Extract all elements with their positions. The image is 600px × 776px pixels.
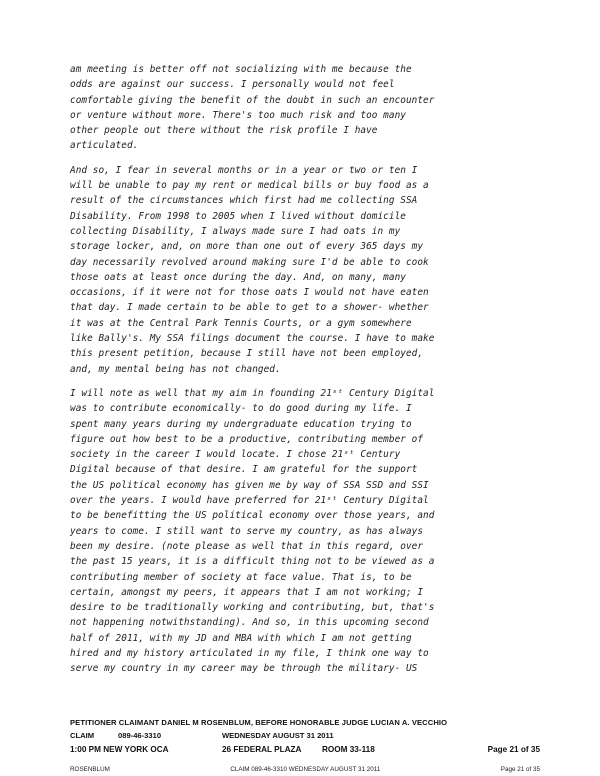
text-line: desire to be traditionally working and contributing, but, that's — [70, 602, 435, 614]
paragraph-3 — [70, 386, 540, 677]
claim-number: 089-46-3310 — [118, 731, 162, 740]
text-line: over the years. I would have preferred for 21ˢᵗ Century Digital — [70, 495, 429, 507]
text-line: figure out how best to be a productive, contributing member of — [70, 433, 424, 445]
text-line: spent many years during my undergraduate education trying to — [70, 418, 412, 430]
hearing-date: WEDNESDAY AUGUST 31 2011 — [222, 731, 334, 740]
text-line: am meeting is better off not socializing with me because the — [70, 64, 412, 75]
bottom-bar — [70, 766, 540, 773]
text-line: was to contribute economically- to do good during my life. I — [70, 403, 412, 415]
text-line: articulated. — [70, 140, 139, 152]
page-number: Page 21 of 35 — [487, 745, 540, 754]
text-line: will be unable to pay my rent or medical bills or buy food as a — [70, 180, 429, 192]
paragraph-2 — [70, 163, 540, 377]
text-line: half of 2011, with my JD and MBA with which I am not getting — [70, 632, 412, 644]
text-line: those oats at least once during the day. And, on many, many — [70, 271, 406, 283]
text-line: contributing member of society at face value. That is, to be — [70, 571, 412, 583]
text-line: collecting Disability, I always made sure I had oats in my — [70, 225, 401, 237]
text-line: society in the career I would locate. I chose 21ˢᵗ Century — [70, 449, 401, 461]
text-line: day necessarily revolved around making sure I'd be able to cook — [70, 256, 429, 268]
text-line: the past 15 years, it is a difficult thing not to be viewed as a — [70, 556, 435, 568]
text-line: serve my country in my career may be through the military- US — [70, 663, 418, 675]
text-line: hired and my history articulated in my file, I think one way to — [70, 647, 429, 659]
text-line: certain, amongst my peers, it appears that I am not working; I — [70, 586, 424, 598]
hearing-room: ROOM 33-118 — [322, 745, 375, 754]
document-footer — [70, 718, 540, 754]
text-line: I will note as well that my aim in founding 21ˢᵗ Century Digital — [70, 387, 435, 399]
text-line: to be benefitting the US political economy over those years, and — [70, 510, 435, 522]
text-line: it was at the Central Park Tennis Courts, or a gym somewhere — [70, 317, 412, 329]
text-line: occasions, if it were not for those oats I would not have eaten — [70, 287, 429, 299]
text-line: and, my mental being has not changed. — [70, 363, 281, 375]
body-text — [70, 62, 540, 686]
text-line: And so, I fear in several months or in a year or two or ten I — [70, 164, 418, 176]
text-line: other people out there without the risk profile I have — [70, 125, 378, 137]
claim-line — [70, 731, 540, 740]
text-line: like Bally's. My SSA filings document the course. I have to make — [70, 333, 435, 345]
text-line: been my desire. (note please as well that in this regard, over — [70, 540, 424, 552]
bottom-bar-right: Page 21 of 35 — [500, 766, 540, 773]
petitioner-line: PETITIONER CLAIMANT DANIEL M ROSENBLUM, BEFORE HONORABLE JUDGE LUCIAN A. VECCHIO — [70, 718, 448, 727]
bottom-bar-center: CLAIM 089-46-3310 WEDNESDAY AUGUST 31 2011 — [230, 766, 381, 773]
text-line: not happening notwithstanding). And so, in this upcoming second — [70, 617, 429, 629]
text-line: this present petition, because I still have not been employed, — [70, 348, 424, 360]
text-line: years to come. I still want to serve my country, as has always — [70, 525, 424, 537]
text-line: the US political economy has given me by way of SSA SSD and SSI — [70, 479, 429, 491]
hearing-time-location: 1:00 PM NEW YORK OCA — [70, 745, 169, 754]
text-line: comfortable giving the benefit of the doubt in such an encounter — [70, 94, 435, 106]
claim-label: CLAIM — [70, 731, 95, 740]
text-line: Disability. From 1998 to 2005 when I lived without domicile — [70, 210, 406, 222]
text-line: storage locker, and, on more than one out of every 365 days my — [70, 241, 424, 253]
paragraph-1 — [70, 62, 540, 154]
text-line: or venture without more. There's too much risk and too many — [70, 109, 406, 121]
text-line: result of the circumstances which first had me collecting SSA — [70, 195, 418, 207]
text-line: Digital because of that desire. I am grateful for the support — [70, 464, 418, 476]
bottom-bar-left: ROSENBLUM — [70, 766, 110, 773]
hearing-address: 26 FEDERAL PLAZA — [222, 745, 302, 754]
text-line: odds are against our success. I personally would not feel — [70, 79, 395, 91]
hearing-location-line — [70, 745, 540, 754]
text-line: that day. I made certain to be able to get to a shower- whether — [70, 302, 429, 314]
